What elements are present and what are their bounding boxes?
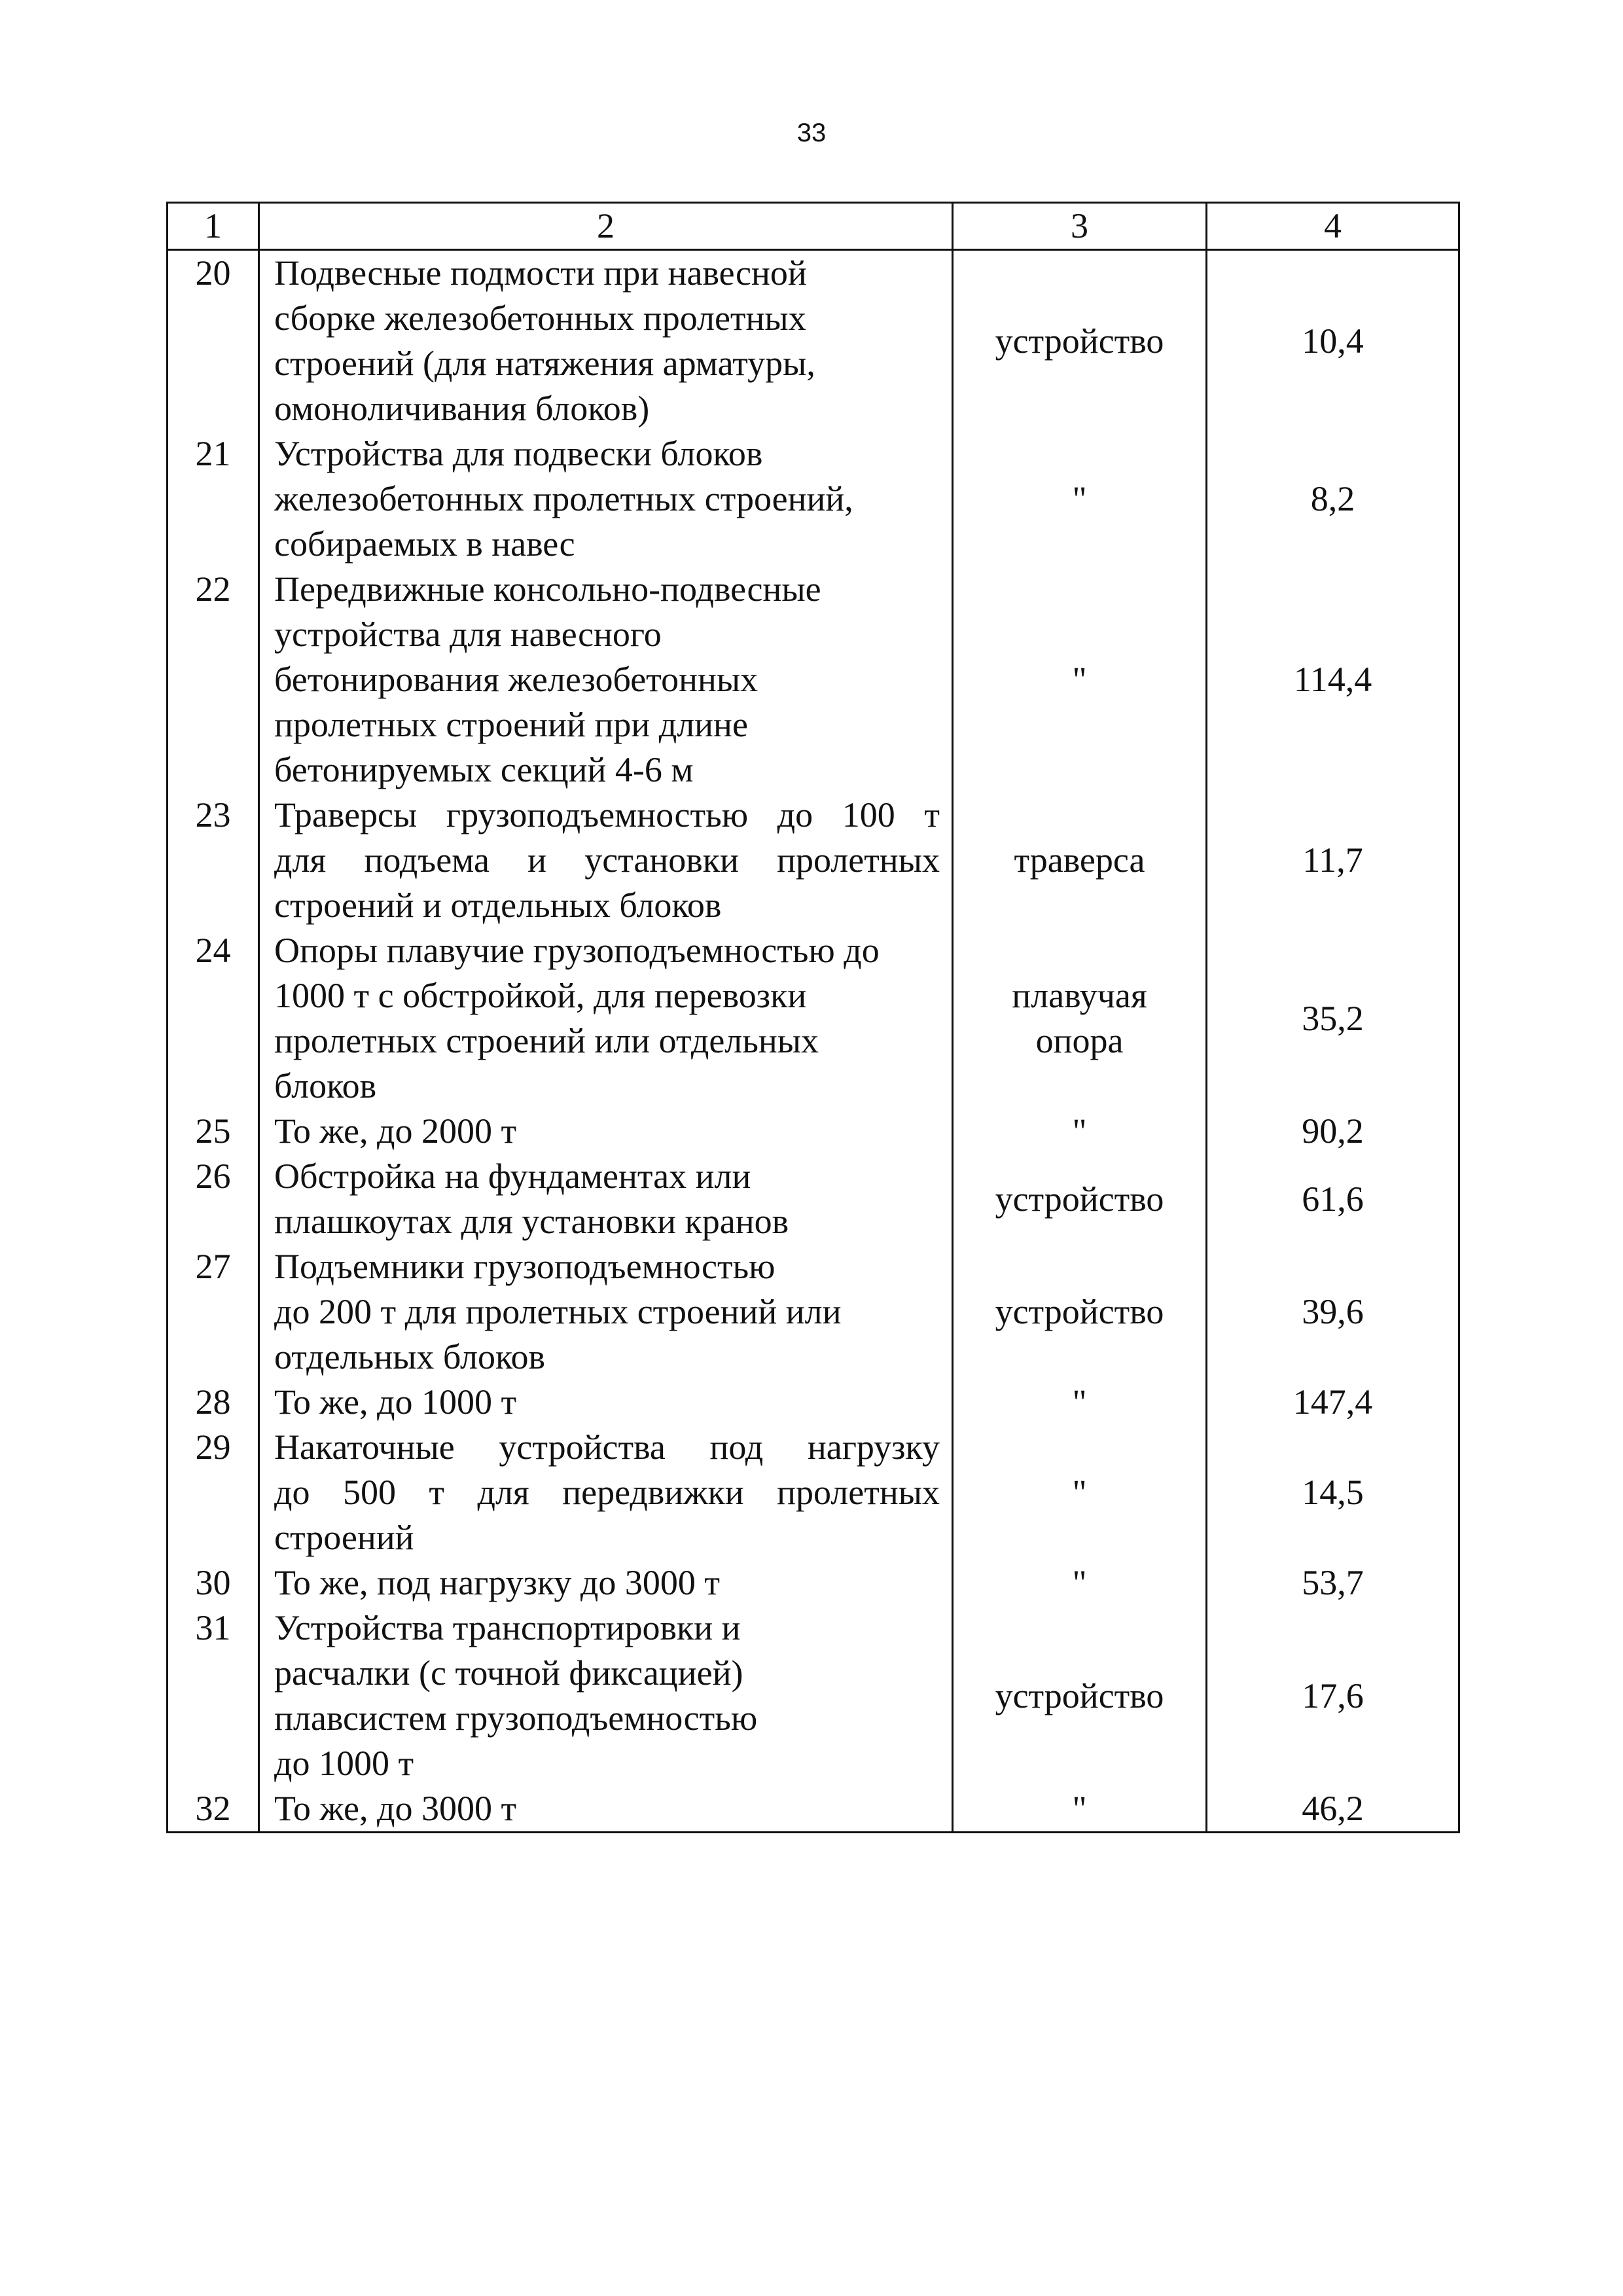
description-line: Опоры плавучие грузоподъемностью до — [274, 931, 880, 970]
description-line: блоков — [274, 1066, 377, 1105]
description-line: строений (для натяжения арматуры, — [274, 344, 815, 383]
row-value: 53,7 — [1207, 1560, 1459, 1605]
description-line: Устройства для подвески блоков — [274, 434, 763, 473]
description-line: Траверсы грузоподъемностью до 100 т — [274, 795, 940, 834]
description-line: Передвижные консольно-подвесные — [274, 569, 821, 609]
unit-line: устройство — [995, 321, 1164, 361]
row-number: 30 — [168, 1560, 259, 1605]
description-line: для подъема и установки пролетных — [274, 840, 940, 880]
table-row — [168, 1109, 1459, 1154]
row-value: 8,2 — [1207, 431, 1459, 567]
row-value: 46,2 — [1207, 1786, 1459, 1833]
description-line: бетонирования железобетонных — [274, 660, 758, 699]
row-number: 32 — [168, 1786, 259, 1833]
description-line: строений — [274, 1518, 414, 1557]
description-line: железобетонных пролетных строений, — [274, 479, 853, 518]
row-description — [259, 793, 953, 928]
table-row — [168, 1560, 1459, 1605]
row-description — [259, 1560, 953, 1605]
description-line: расчалки (с точной фиксацией) — [274, 1653, 743, 1693]
description-line: до 200 т для пролетных строений или — [274, 1292, 842, 1331]
row-number: 27 — [168, 1244, 259, 1380]
row-number: 25 — [168, 1109, 259, 1154]
row-description — [259, 1154, 953, 1244]
unit-line: " — [1072, 1111, 1087, 1151]
row-unit — [953, 928, 1207, 1109]
row-number: 20 — [168, 250, 259, 432]
description-line: То же, под нагрузку до 3000 т — [274, 1563, 720, 1602]
row-description — [259, 1109, 953, 1154]
description-line: до 500 т для передвижки пролетных — [274, 1473, 940, 1512]
unit-line: устройство — [995, 1179, 1164, 1219]
row-value: 61,6 — [1207, 1154, 1459, 1244]
row-number: 22 — [168, 567, 259, 793]
description-line: бетонируемых секций 4-6 м — [274, 750, 694, 789]
header-col-3: 3 — [953, 203, 1207, 250]
description-line: строений и отдельных блоков — [274, 886, 722, 925]
row-value: 90,2 — [1207, 1109, 1459, 1154]
table-header-row — [168, 203, 1459, 250]
row-value: 10,4 — [1207, 250, 1459, 432]
row-unit — [953, 1425, 1207, 1560]
unit-line: " — [1072, 479, 1087, 518]
row-description — [259, 1605, 953, 1786]
header-col-4: 4 — [1207, 203, 1459, 250]
description-line: пролетных строений при длине — [274, 705, 748, 744]
table-row — [168, 928, 1459, 1109]
row-value: 14,5 — [1207, 1425, 1459, 1560]
description-line: То же, до 2000 т — [274, 1111, 517, 1151]
row-unit — [953, 1786, 1207, 1833]
description-line: омоноличивания блоков) — [274, 389, 650, 428]
description-line: плавсистем грузоподъемностью — [274, 1698, 758, 1738]
description-line: Устройства транспортировки и — [274, 1608, 741, 1647]
description-line: плашкоутах для установки кранов — [274, 1202, 789, 1241]
row-description — [259, 1786, 953, 1833]
description-line: Подвесные подмости при навесной — [274, 253, 807, 293]
row-unit — [953, 1380, 1207, 1425]
unit-line: траверса — [1014, 840, 1145, 880]
description-line: пролетных строений или отдельных — [274, 1021, 819, 1060]
description-line: То же, до 3000 т — [274, 1789, 517, 1828]
table-row — [168, 1154, 1459, 1244]
description-line: устройства для навесного — [274, 615, 662, 654]
row-number: 21 — [168, 431, 259, 567]
unit-line: " — [1072, 1382, 1087, 1422]
unit-line: " — [1072, 1789, 1087, 1828]
description-line: Обстройка на фундаментах или — [274, 1157, 751, 1196]
row-unit — [953, 250, 1207, 432]
table-row — [168, 1425, 1459, 1560]
unit-line: " — [1072, 660, 1087, 699]
row-value: 147,4 — [1207, 1380, 1459, 1425]
table-row — [168, 793, 1459, 928]
row-number: 26 — [168, 1154, 259, 1244]
row-number: 29 — [168, 1425, 259, 1560]
equipment-table — [166, 202, 1460, 1833]
row-number: 31 — [168, 1605, 259, 1786]
row-value: 11,7 — [1207, 793, 1459, 928]
unit-line: " — [1072, 1473, 1087, 1512]
row-unit — [953, 1560, 1207, 1605]
description-line: отдельных блоков — [274, 1337, 545, 1376]
description-line: до 1000 т — [274, 1744, 414, 1783]
row-unit — [953, 793, 1207, 928]
unit-line: устройство — [995, 1292, 1164, 1331]
row-number: 28 — [168, 1380, 259, 1425]
row-unit — [953, 1605, 1207, 1786]
row-description — [259, 1425, 953, 1560]
table-row — [168, 1605, 1459, 1786]
description-line: 1000 т с обстройкой, для перевозки — [274, 976, 807, 1015]
row-unit — [953, 431, 1207, 567]
unit-line: опора — [1035, 1021, 1124, 1060]
row-description — [259, 928, 953, 1109]
row-value: 17,6 — [1207, 1605, 1459, 1786]
description-line: То же, до 1000 т — [274, 1382, 517, 1422]
row-value: 35,2 — [1207, 928, 1459, 1109]
header-col-2: 2 — [259, 203, 953, 250]
header-col-1: 1 — [168, 203, 259, 250]
row-number: 24 — [168, 928, 259, 1109]
description-line: Подъемники грузоподъемностью — [274, 1247, 776, 1286]
table-row — [168, 431, 1459, 567]
row-description — [259, 250, 953, 432]
unit-line: " — [1072, 1563, 1087, 1602]
row-description — [259, 567, 953, 793]
table-row — [168, 567, 1459, 793]
row-unit — [953, 1109, 1207, 1154]
unit-line: устройство — [995, 1676, 1164, 1715]
row-unit — [953, 1154, 1207, 1244]
row-number: 23 — [168, 793, 259, 928]
table-row — [168, 1786, 1459, 1833]
description-line: сборке железобетонных пролетных — [274, 298, 806, 338]
row-unit — [953, 1244, 1207, 1380]
row-description — [259, 1380, 953, 1425]
row-value: 114,4 — [1207, 567, 1459, 793]
page-number: 33 — [796, 118, 827, 147]
row-description — [259, 431, 953, 567]
description-line: Накаточные устройства под нагрузку — [274, 1427, 940, 1467]
table-row — [168, 250, 1459, 432]
row-value: 39,6 — [1207, 1244, 1459, 1380]
row-unit — [953, 567, 1207, 793]
table-row — [168, 1244, 1459, 1380]
row-description — [259, 1244, 953, 1380]
unit-line: плавучая — [1012, 976, 1147, 1015]
description-line: собираемых в навес — [274, 524, 575, 564]
table-row — [168, 1380, 1459, 1425]
